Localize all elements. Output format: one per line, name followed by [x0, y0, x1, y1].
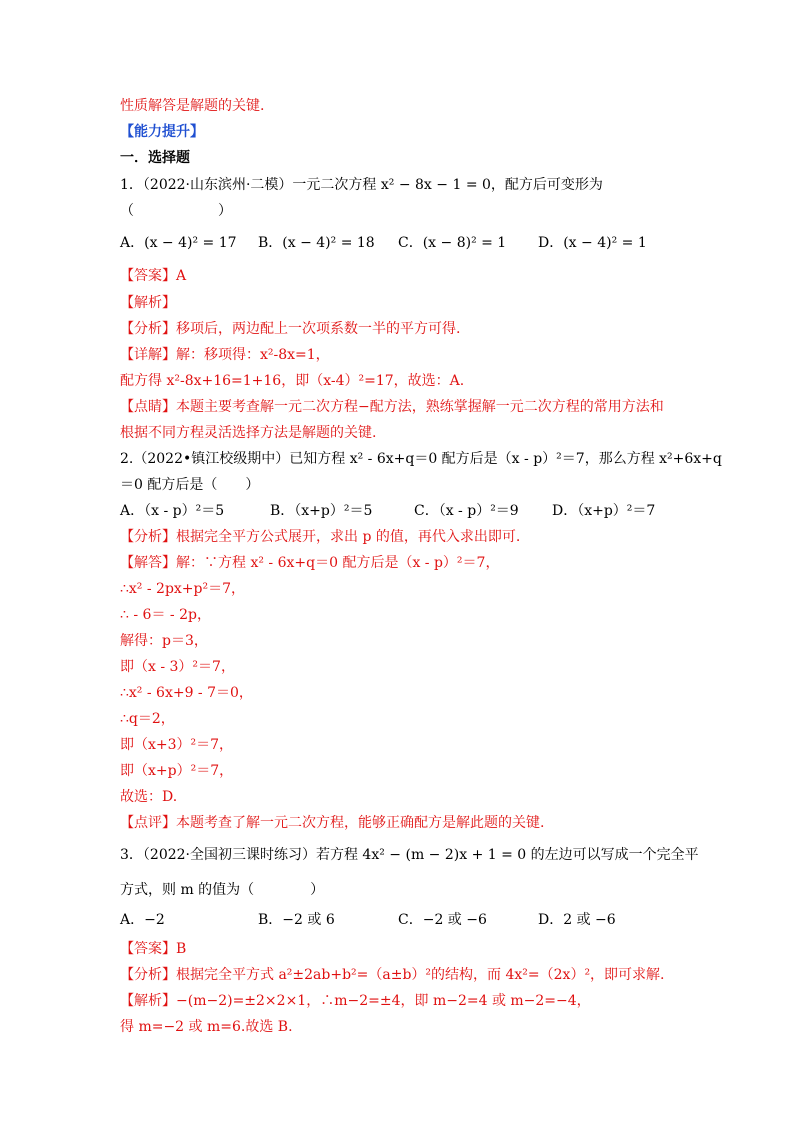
- q2-fenxi: 【分析】根据完全平方公式展开，求出 p 的值，再代入求出即可.: [120, 529, 521, 545]
- q1-peifang: 配方得 x²-8x+16=1+16，即（x-4）²=17，故选：A.: [120, 373, 465, 389]
- q3-option-d: D．2 或 −6: [538, 912, 616, 928]
- q2-step-7: 即（x+3）²＝7，: [120, 737, 234, 753]
- q1-dianjing-1: 【点睛】本题主要考查解一元二次方程−配方法，熟练掌握解一元二次方程的常用方法和: [120, 399, 664, 415]
- q1-option-c: C．(x − 8)² = 1: [398, 235, 507, 251]
- q2-stem-1: 2.（2022•镇江校级期中）已知方程 x² - 6x+q＝0 配方后是（x - p）²＝7，那么方程 x²+6x+q: [120, 451, 722, 467]
- top-note: 性质解答是解题的关键.: [120, 98, 265, 114]
- q3-jiexi: 【解析】−(m−2)=±2×2×1，∴m−2=±4，即 m−2=4 或 m−2=−4，: [120, 993, 591, 1009]
- q1-xiangjie: 【详解】解：移项得：x²-8x=1，: [120, 347, 330, 363]
- q3-fenxi: 【分析】根据完全平方式 a²±2ab+b²=（a±b）²的结构，而 4x²=（2x）²，即可求解.: [120, 967, 665, 983]
- q2-stem-2: ＝0 配方后是（ ）: [120, 477, 260, 493]
- q2-step-6: ∴q＝2，: [120, 711, 175, 727]
- q2-step-1: ∴x² - 2px+p²＝7，: [120, 581, 246, 597]
- q2-step-5: ∴x² - 6x+9 - 7＝0，: [120, 685, 253, 701]
- q2-step-9: 故选：D.: [120, 789, 178, 805]
- q1-dianjing-2: 根据不同方程灵活选择方法是解题的关键.: [120, 425, 377, 441]
- q3-option-a: A．−2: [120, 912, 165, 928]
- q1-paren: （ ）: [120, 203, 232, 219]
- q2-option-b: B．（x+p）²＝5: [270, 503, 373, 519]
- q3-stem-2: 方式，则 m 的值为（ ）: [120, 882, 325, 898]
- q2-step-2: ∴ - 6＝ - 2p，: [120, 607, 211, 623]
- q3-answer: 【答案】B: [120, 941, 187, 957]
- q2-option-c: C．（x - p）²＝9: [414, 503, 519, 519]
- q1-fenxi: 【分析】移项后，两边配上一次项系数一半的平方可得.: [120, 321, 461, 337]
- q3-result: 得 m=−2 或 m=6.故选 B.: [120, 1019, 293, 1035]
- q2-option-d: D．（x+p）²＝7: [552, 503, 656, 519]
- q3-stem-1: 3．（2022·全国初三课时练习）若方程 4x² − (m − 2)x + 1 = 0 的左边可以写成一个完全平: [120, 847, 699, 863]
- q2-step-8: 即（x+p）²＝7，: [120, 763, 234, 779]
- q1-answer: 【答案】A: [120, 268, 187, 284]
- q2-step-3: 解得：p＝3，: [120, 633, 208, 649]
- q1-analysis-tag: 【解析】: [120, 295, 176, 311]
- q1-stem: 1．（2022·山东滨州·二模）一元二次方程 x² − 8x − 1 = 0，配方后可变形为: [120, 177, 603, 193]
- q1-option-d: D．(x − 4)² = 1: [538, 235, 647, 251]
- q2-option-a: A．（x - p）²＝5: [120, 503, 225, 519]
- q1-option-b: B．(x − 4)² = 18: [258, 235, 375, 251]
- section-heading: 【能力提升】: [120, 124, 204, 140]
- sub-heading: 一．选择题: [120, 150, 190, 166]
- q3-option-b: B．−2 或 6: [258, 912, 335, 928]
- q3-option-c: C．−2 或 −6: [398, 912, 487, 928]
- q2-step-4: 即（x - 3）²＝7，: [120, 659, 235, 675]
- q2-jieda: 【解答】解：∵方程 x² - 6x+q＝0 配方后是（x - p）²＝7，: [120, 555, 500, 571]
- q1-option-a: A．(x − 4)² = 17: [120, 235, 237, 251]
- q2-dianping: 【点评】本题考查了解一元二次方程，能够正确配方是解此题的关键.: [120, 815, 545, 831]
